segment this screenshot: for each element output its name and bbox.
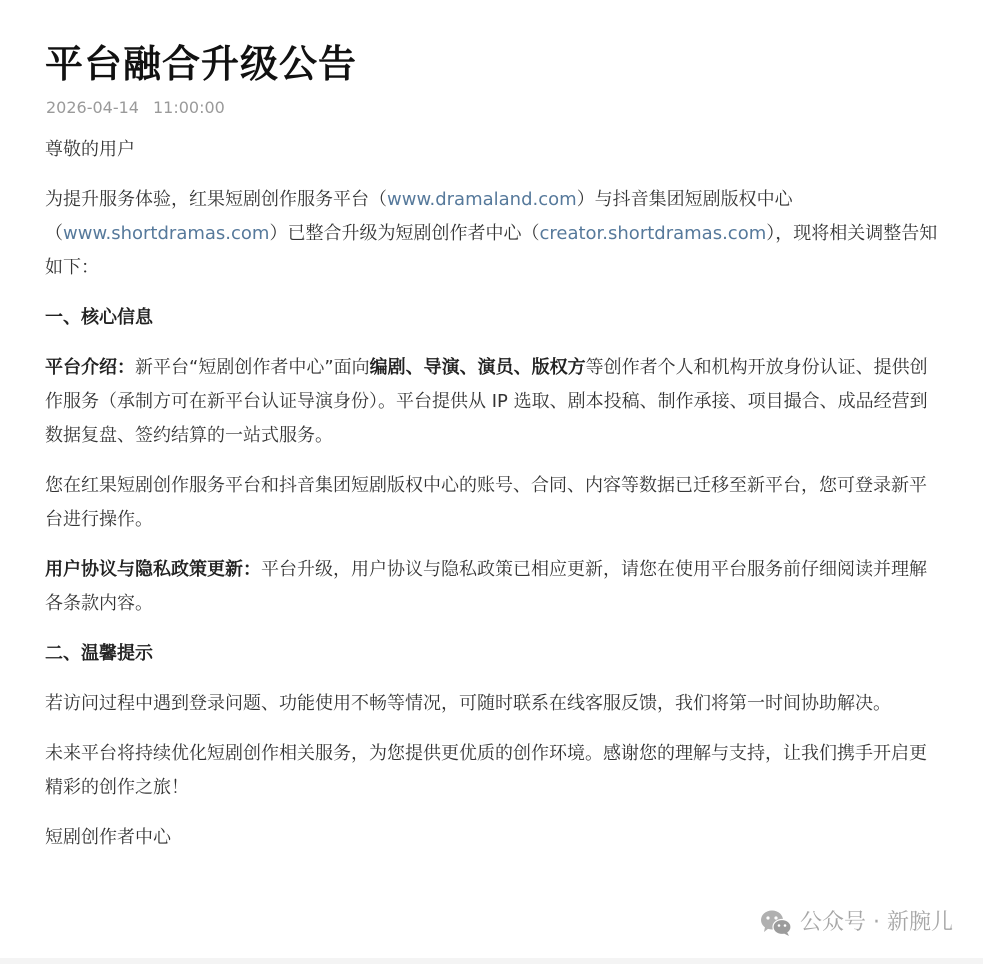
wechat-icon [760,909,792,937]
section-heading-core-info: 一、核心信息 [45,307,153,328]
platform-intro-text-2: 等创作者个人和机构开放身份认证、提供创作服务（承制方可在新平台认证导演身份）。平台提供从 IP 选取、剧本投稿、制作承接、项目撮合、成品经营到数据复盘、签约结算的一站式服务。 [45,357,928,446]
creator-roles: 编剧、导演、演员、版权方 [369,357,586,378]
article-body [45,133,940,855]
migration-paragraph: 您在红果短剧创作服务平台和抖音集团短剧版权中心的账号、合同、内容等数据已迁移至新平台，您可登录新平台进行操作。 [45,475,927,530]
publish-time: 11:00:00 [152,98,225,117]
closing-paragraph: 未来平台将持续优化短剧创作相关服务，为您提供更优质的创作环境。感谢您的理解与支持，让我们携手开启更精彩的创作之旅！ [45,743,927,798]
intro-text-4: ），现将相关调整告知如下： [45,223,938,278]
intro-text-2: ）与抖音集团短剧版权中心（ [45,189,793,244]
greeting: 尊敬的用户 [45,139,135,160]
platform-intro-text-1: 新平台“短剧创作者中心”面向 [135,357,370,378]
watermark [760,908,953,938]
dramaland-link[interactable]: www.dramaland.com [387,189,577,210]
support-paragraph: 若访问过程中遇到登录问题、功能使用不畅等情况，可随时联系在线客服反馈，我们将第一时间协助解决。 [45,693,891,714]
policy-label: 用户协议与隐私政策更新： [45,559,261,580]
intro-text-1: 为提升服务体验，红果短剧创作服务平台（ [45,189,387,210]
policy-text: 平台升级，用户协议与隐私政策已相应更新，请您在使用平台服务前仔细阅读并理解各条款内容。 [45,559,927,614]
shortdramas-link[interactable]: www.shortdramas.com [63,223,270,244]
intro-paragraph [45,183,940,285]
watermark-text: 公众号 · 新腕儿 [800,910,953,935]
platform-intro-label: 平台介绍： [45,357,135,378]
policy-paragraph [45,553,940,621]
publish-date: 2026-04-14 [46,98,139,117]
platform-intro-paragraph [45,351,940,453]
section-heading-tips: 二、温馨提示 [45,643,153,664]
publish-meta [46,97,225,119]
bottom-divider [0,958,983,964]
intro-text-3: ）已整合升级为短剧创作者中心（ [269,223,540,244]
signature: 短剧创作者中心 [45,827,171,848]
creator-link[interactable]: creator.shortdramas.com [539,223,767,244]
page-title: 平台融合升级公告 [45,42,358,86]
